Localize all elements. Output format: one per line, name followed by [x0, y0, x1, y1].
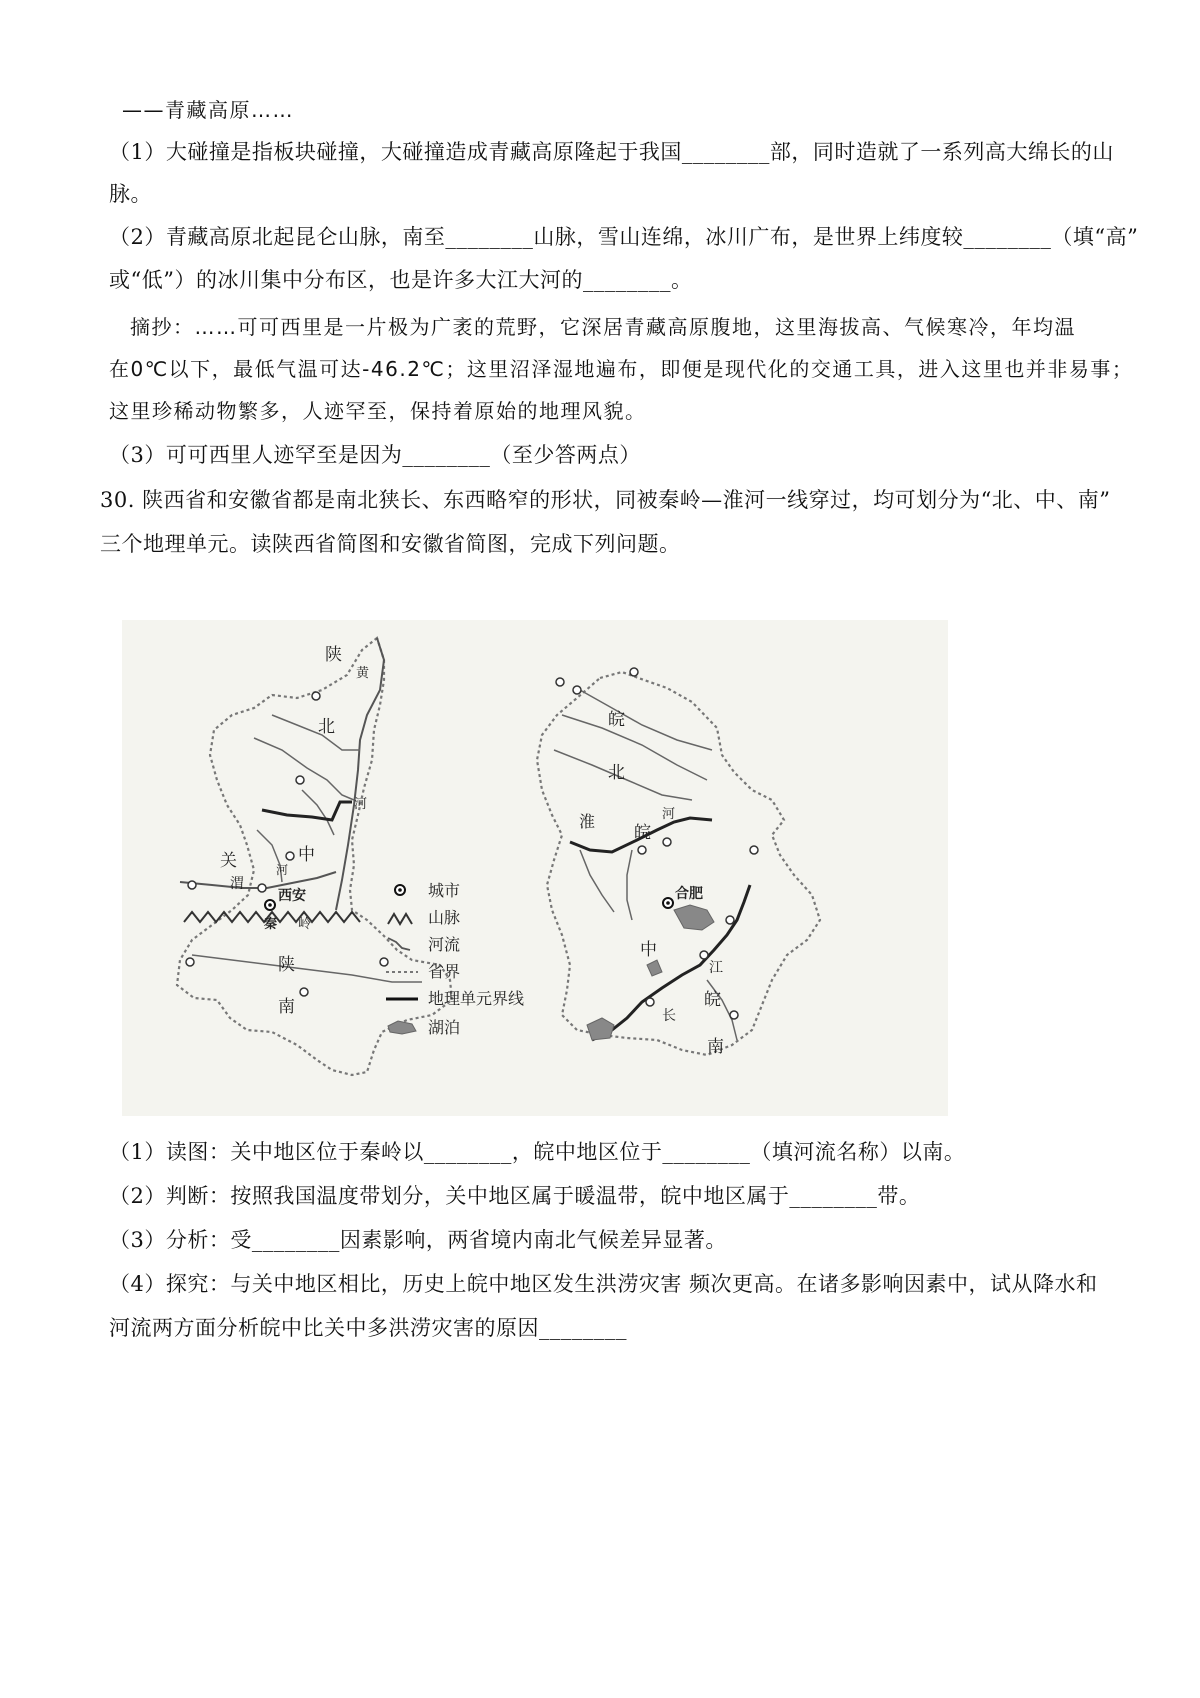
legend-lake-label: 湖泊	[428, 1018, 461, 1037]
south-lake-1	[587, 1018, 614, 1040]
anhui-outline	[537, 672, 820, 1055]
question-30-cont: 三个地理单元。读陕西省简图和安徽省简图，完成下列问题。	[100, 532, 681, 556]
legend-river-label: 河流	[428, 935, 461, 954]
anhui-river-4	[580, 850, 614, 912]
city-shaanxi-yanan	[296, 776, 304, 784]
label-wan-south: 皖	[704, 990, 721, 1010]
sub-question-2: （2）判断：按照我国温度带划分，关中地区属于暖温带，皖中地区属于________带。	[109, 1184, 921, 1208]
anhui-river-5	[627, 850, 632, 920]
label-hefei: 合肥	[675, 886, 703, 902]
legend-mountain-label: 山脉	[428, 908, 461, 927]
excerpt-line-2: 在0℃以下，最低气温可达-46.2℃；这里沼泽湿地遍布，即便是现代化的交通工具，进入这里也并非易事；	[109, 357, 1134, 381]
city-anhui-2	[556, 678, 564, 686]
label-chang: 长	[662, 1008, 676, 1024]
excerpt-line-3: 这里珍稀动物繁多，人迹罕至，保持着原始的地理风貌。	[109, 399, 647, 423]
map-svg	[122, 620, 948, 1116]
city-xian-dot	[268, 903, 272, 907]
city-anhui-5	[663, 838, 671, 846]
question-3: （3）可可西里人迹罕至是因为________（至少答两点）	[109, 443, 641, 467]
label-wan-central: 皖	[634, 823, 651, 843]
anhui-river-3	[580, 690, 712, 750]
city-shaanxi-baoji	[188, 881, 196, 889]
city-shaanxi-north	[312, 692, 320, 700]
label-ling: 岭	[298, 917, 312, 932]
label-nan-anhui: 南	[707, 1037, 724, 1057]
legend-mountain-icon	[388, 914, 412, 924]
city-anhui-1	[630, 668, 638, 676]
label-shaan-north: 陕	[325, 645, 342, 665]
anhui-river-1	[562, 715, 707, 780]
sub-question-4: （4）探究：与关中地区相比，历史上皖中地区发生洪涝灾害 频次更高。在诸多影响因素中，试从降水和	[109, 1272, 1098, 1296]
question-2: （2）青藏高原北起昆仑山脉，南至________山脉，雪山连绵，冰川广布，是世界上纬度较________（填“高”	[109, 225, 1139, 249]
label-he-huai: 河	[662, 807, 676, 822]
legend-city-label: 城市	[428, 881, 461, 900]
shaanxi-boundary-north	[262, 802, 352, 820]
label-wan-north: 皖	[608, 710, 625, 730]
label-he-yellow: 河	[354, 797, 368, 812]
label-xian: 西安	[278, 888, 306, 904]
legend-boundary-label: 地理单元界线	[428, 989, 525, 1008]
label-wei: 渭	[230, 876, 244, 892]
city-anhui-9	[646, 998, 654, 1006]
label-he-wei: 河	[276, 863, 289, 877]
question-30: 30. 陕西省和安徽省都是南北狭长、东西略窄的形状，同被秦岭—淮河一线穿过，均可划分为“北、中、南”	[100, 488, 1111, 512]
text-line-1: ——青藏高原……	[122, 98, 294, 122]
city-anhui-4	[638, 846, 646, 854]
question-1-cont: 脉。	[109, 182, 152, 206]
city-hefei-dot	[666, 901, 670, 905]
shaanxi-river-3	[302, 790, 334, 835]
question-1: （1）大碰撞是指板块碰撞，大碰撞造成青藏高原隆起于我国________部，同时造就了一系列高大绵长的山	[109, 140, 1114, 164]
city-shaanxi-hanzhong	[186, 958, 194, 966]
sub-question-3: （3）分析：受________因素影响，两省境内南北气候差异显著。	[109, 1228, 727, 1252]
legend-border-label: 省界	[428, 962, 461, 981]
map-figure	[122, 620, 948, 1116]
map-legend	[386, 881, 524, 1037]
city-shaanxi-xianyang	[258, 884, 266, 892]
label-shaan-south: 陕	[278, 955, 295, 975]
city-anhui-7	[726, 916, 734, 924]
chaohu-lake	[674, 905, 714, 930]
city-shaanxi-ankang	[300, 988, 308, 996]
city-shaanxi-shangluo	[380, 958, 388, 966]
label-qin: 秦	[264, 917, 278, 932]
sub-question-4-cont: 河流两方面分析皖中比关中多洪涝灾害的原因________	[109, 1316, 627, 1340]
city-anhui-10	[730, 1011, 738, 1019]
anhui-river-6	[707, 980, 737, 1040]
label-guan: 关	[220, 851, 237, 871]
label-huang: 黄	[356, 666, 370, 681]
legend-lake-icon	[388, 1021, 416, 1034]
sub-question-1: （1）读图：关中地区位于秦岭以________，皖中地区位于________（填河流名称）以南。	[109, 1140, 966, 1164]
label-zhong-anhui: 中	[640, 940, 657, 960]
label-jiang: 江	[709, 960, 723, 976]
city-anhui-8	[700, 951, 708, 959]
label-zhong-shaanxi: 中	[298, 845, 315, 865]
city-anhui-6	[750, 846, 758, 854]
city-anhui-3	[573, 686, 581, 694]
label-huai: 淮	[579, 812, 596, 831]
south-lake-2	[647, 960, 662, 976]
shaanxi-river-2	[272, 715, 360, 750]
label-nan-shaanxi: 南	[278, 997, 295, 1017]
city-shaanxi-weinan	[286, 852, 294, 860]
label-bei: 北	[318, 717, 335, 737]
excerpt-line-1: 摘抄：……可可西里是一片极为广袤的荒野，它深居青藏高原腹地，这里海拔高、气候寒冷，年均温	[130, 315, 1076, 339]
label-bei-anhui: 北	[608, 763, 625, 783]
question-2-cont: 或“低”）的冰川集中分布区，也是许多大江大河的________。	[109, 268, 693, 292]
